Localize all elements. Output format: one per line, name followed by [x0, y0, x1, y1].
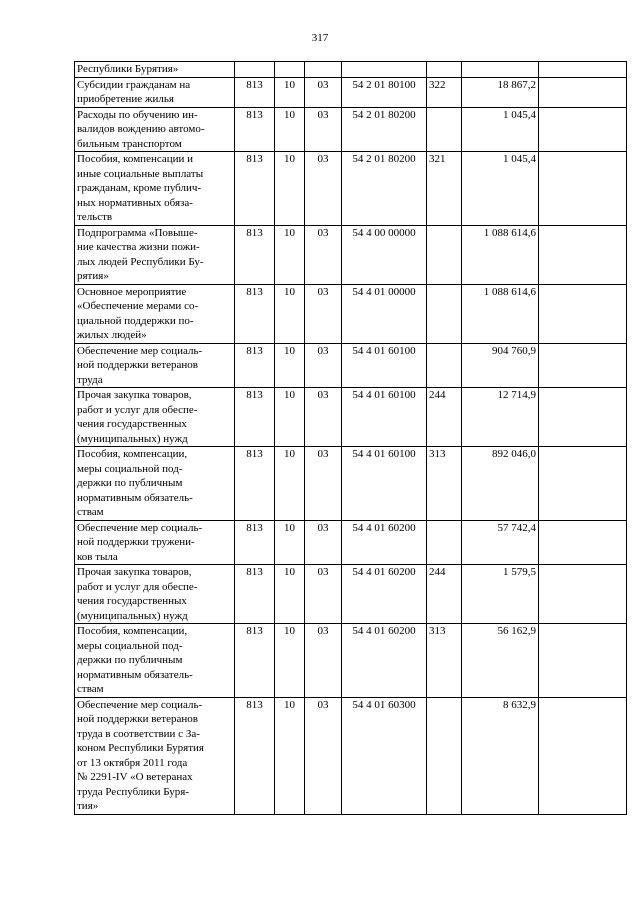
cell-empty — [539, 447, 627, 521]
cell-name: Подпрограмма «Повыше- ние качества жизни пожи- лых людей Республики Бу- рятия» — [75, 225, 235, 284]
cell-amount: 1 579,5 — [462, 565, 539, 624]
cell-subsection-code: 03 — [305, 107, 342, 152]
cell-subsection-code: 03 — [305, 343, 342, 388]
cell-subsection-code: 03 — [305, 77, 342, 107]
cell-target-article-code: 54 4 01 60200 — [342, 624, 427, 698]
cell-expense-type-code — [427, 225, 462, 284]
cell-section-code — [275, 62, 305, 78]
cell-subsection-code: 03 — [305, 225, 342, 284]
cell-ministry-code: 813 — [235, 520, 275, 565]
cell-expense-type-code: 321 — [427, 152, 462, 226]
table-row — [75, 624, 627, 698]
cell-ministry-code: 813 — [235, 152, 275, 226]
cell-empty — [539, 225, 627, 284]
cell-empty — [539, 152, 627, 226]
cell-empty — [539, 697, 627, 814]
cell-amount: 904 760,9 — [462, 343, 539, 388]
cell-expense-type-code — [427, 520, 462, 565]
cell-amount: 8 632,9 — [462, 697, 539, 814]
cell-empty — [539, 77, 627, 107]
table-row — [75, 77, 627, 107]
cell-amount: 1 045,4 — [462, 152, 539, 226]
cell-expense-type-code — [427, 284, 462, 343]
cell-expense-type-code: 313 — [427, 447, 462, 521]
cell-empty — [539, 624, 627, 698]
cell-expense-type-code: 313 — [427, 624, 462, 698]
cell-empty — [539, 107, 627, 152]
cell-expense-type-code — [427, 697, 462, 814]
cell-ministry-code: 813 — [235, 388, 275, 447]
cell-subsection-code: 03 — [305, 447, 342, 521]
cell-section-code: 10 — [275, 225, 305, 284]
cell-ministry-code: 813 — [235, 107, 275, 152]
table-row — [75, 225, 627, 284]
cell-ministry-code: 813 — [235, 624, 275, 698]
cell-section-code: 10 — [275, 565, 305, 624]
cell-ministry-code: 813 — [235, 343, 275, 388]
table-row — [75, 152, 627, 226]
cell-amount: 1 088 614,6 — [462, 284, 539, 343]
cell-section-code: 10 — [275, 697, 305, 814]
cell-name: Пособия, компенсации, меры социальной под- держки по публичным нормативным обязатель- ствам — [75, 447, 235, 521]
cell-name: Расходы по обучению ин- валидов вождению автомо- бильным транспортом — [75, 107, 235, 152]
cell-ministry-code: 813 — [235, 225, 275, 284]
cell-empty — [539, 520, 627, 565]
cell-subsection-code: 03 — [305, 697, 342, 814]
cell-name: Прочая закупка товаров, работ и услуг для обеспе- чения государственных (муниципальных) нужд — [75, 565, 235, 624]
cell-empty — [539, 388, 627, 447]
cell-amount: 57 742,4 — [462, 520, 539, 565]
cell-name: Прочая закупка товаров, работ и услуг для обеспе- чения государственных (муниципальных) нужд — [75, 388, 235, 447]
cell-target-article-code: 54 4 00 00000 — [342, 225, 427, 284]
cell-target-article-code: 54 4 01 60100 — [342, 388, 427, 447]
cell-amount: 892 046,0 — [462, 447, 539, 521]
cell-name: Республики Бурятия» — [75, 62, 235, 78]
table-row — [75, 447, 627, 521]
cell-name: Обеспечение мер социаль- ной поддержки ветеранов труда в соответствии с За- коном Республики Бурятия от 13 октября 2011 года № 2291-IV «О ветеранах труда Республики Буря- тия» — [75, 697, 235, 814]
cell-empty — [539, 62, 627, 78]
cell-empty — [539, 284, 627, 343]
cell-subsection-code: 03 — [305, 152, 342, 226]
cell-ministry-code: 813 — [235, 697, 275, 814]
cell-ministry-code: 813 — [235, 284, 275, 343]
budget-table — [74, 61, 627, 815]
table-row — [75, 565, 627, 624]
cell-expense-type-code — [427, 62, 462, 78]
table-row — [75, 107, 627, 152]
cell-name: Обеспечение мер социаль- ной поддержки тружени- ков тыла — [75, 520, 235, 565]
cell-section-code: 10 — [275, 624, 305, 698]
cell-target-article-code: 54 2 01 80200 — [342, 152, 427, 226]
cell-target-article-code: 54 4 01 60100 — [342, 343, 427, 388]
table-row — [75, 284, 627, 343]
cell-target-article-code: 54 2 01 80200 — [342, 107, 427, 152]
cell-target-article-code — [342, 62, 427, 78]
cell-amount: 12 714,9 — [462, 388, 539, 447]
cell-ministry-code: 813 — [235, 447, 275, 521]
cell-section-code: 10 — [275, 152, 305, 226]
cell-section-code: 10 — [275, 343, 305, 388]
cell-name: Субсидии гражданам на приобретение жилья — [75, 77, 235, 107]
cell-amount: 56 162,9 — [462, 624, 539, 698]
cell-target-article-code: 54 4 01 60300 — [342, 697, 427, 814]
cell-expense-type-code: 244 — [427, 565, 462, 624]
cell-amount — [462, 62, 539, 78]
cell-subsection-code: 03 — [305, 624, 342, 698]
cell-expense-type-code: 322 — [427, 77, 462, 107]
cell-amount: 18 867,2 — [462, 77, 539, 107]
cell-name: Пособия, компенсации, меры социальной под- держки по публичным нормативным обязатель- ствам — [75, 624, 235, 698]
cell-name: Обеспечение мер социаль- ной поддержки ветеранов труда — [75, 343, 235, 388]
cell-ministry-code — [235, 62, 275, 78]
cell-amount: 1 088 614,6 — [462, 225, 539, 284]
cell-name: Пособия, компенсации и иные социальные выплаты гражданам, кроме публич- ных нормативных обяза- тельств — [75, 152, 235, 226]
cell-expense-type-code: 244 — [427, 388, 462, 447]
cell-amount: 1 045,4 — [462, 107, 539, 152]
cell-section-code: 10 — [275, 107, 305, 152]
cell-expense-type-code — [427, 343, 462, 388]
table-row — [75, 520, 627, 565]
table-row — [75, 62, 627, 78]
cell-subsection-code: 03 — [305, 520, 342, 565]
cell-target-article-code: 54 4 01 00000 — [342, 284, 427, 343]
cell-empty — [539, 565, 627, 624]
table-row — [75, 343, 627, 388]
cell-section-code: 10 — [275, 284, 305, 343]
table-row — [75, 697, 627, 814]
budget-table-body — [75, 62, 627, 815]
cell-subsection-code — [305, 62, 342, 78]
page-number: 317 — [311, 32, 329, 44]
table-row — [75, 388, 627, 447]
cell-target-article-code: 54 4 01 60100 — [342, 447, 427, 521]
cell-section-code: 10 — [275, 388, 305, 447]
cell-section-code: 10 — [275, 447, 305, 521]
cell-target-article-code: 54 2 01 80100 — [342, 77, 427, 107]
cell-subsection-code: 03 — [305, 388, 342, 447]
cell-subsection-code: 03 — [305, 284, 342, 343]
cell-expense-type-code — [427, 107, 462, 152]
cell-target-article-code: 54 4 01 60200 — [342, 520, 427, 565]
cell-target-article-code: 54 4 01 60200 — [342, 565, 427, 624]
cell-subsection-code: 03 — [305, 565, 342, 624]
cell-ministry-code: 813 — [235, 565, 275, 624]
cell-section-code: 10 — [275, 77, 305, 107]
cell-ministry-code: 813 — [235, 77, 275, 107]
cell-name: Основное мероприятие «Обеспечение мерами со- циальной поддержки по- жилых людей» — [75, 284, 235, 343]
cell-section-code: 10 — [275, 520, 305, 565]
cell-empty — [539, 343, 627, 388]
